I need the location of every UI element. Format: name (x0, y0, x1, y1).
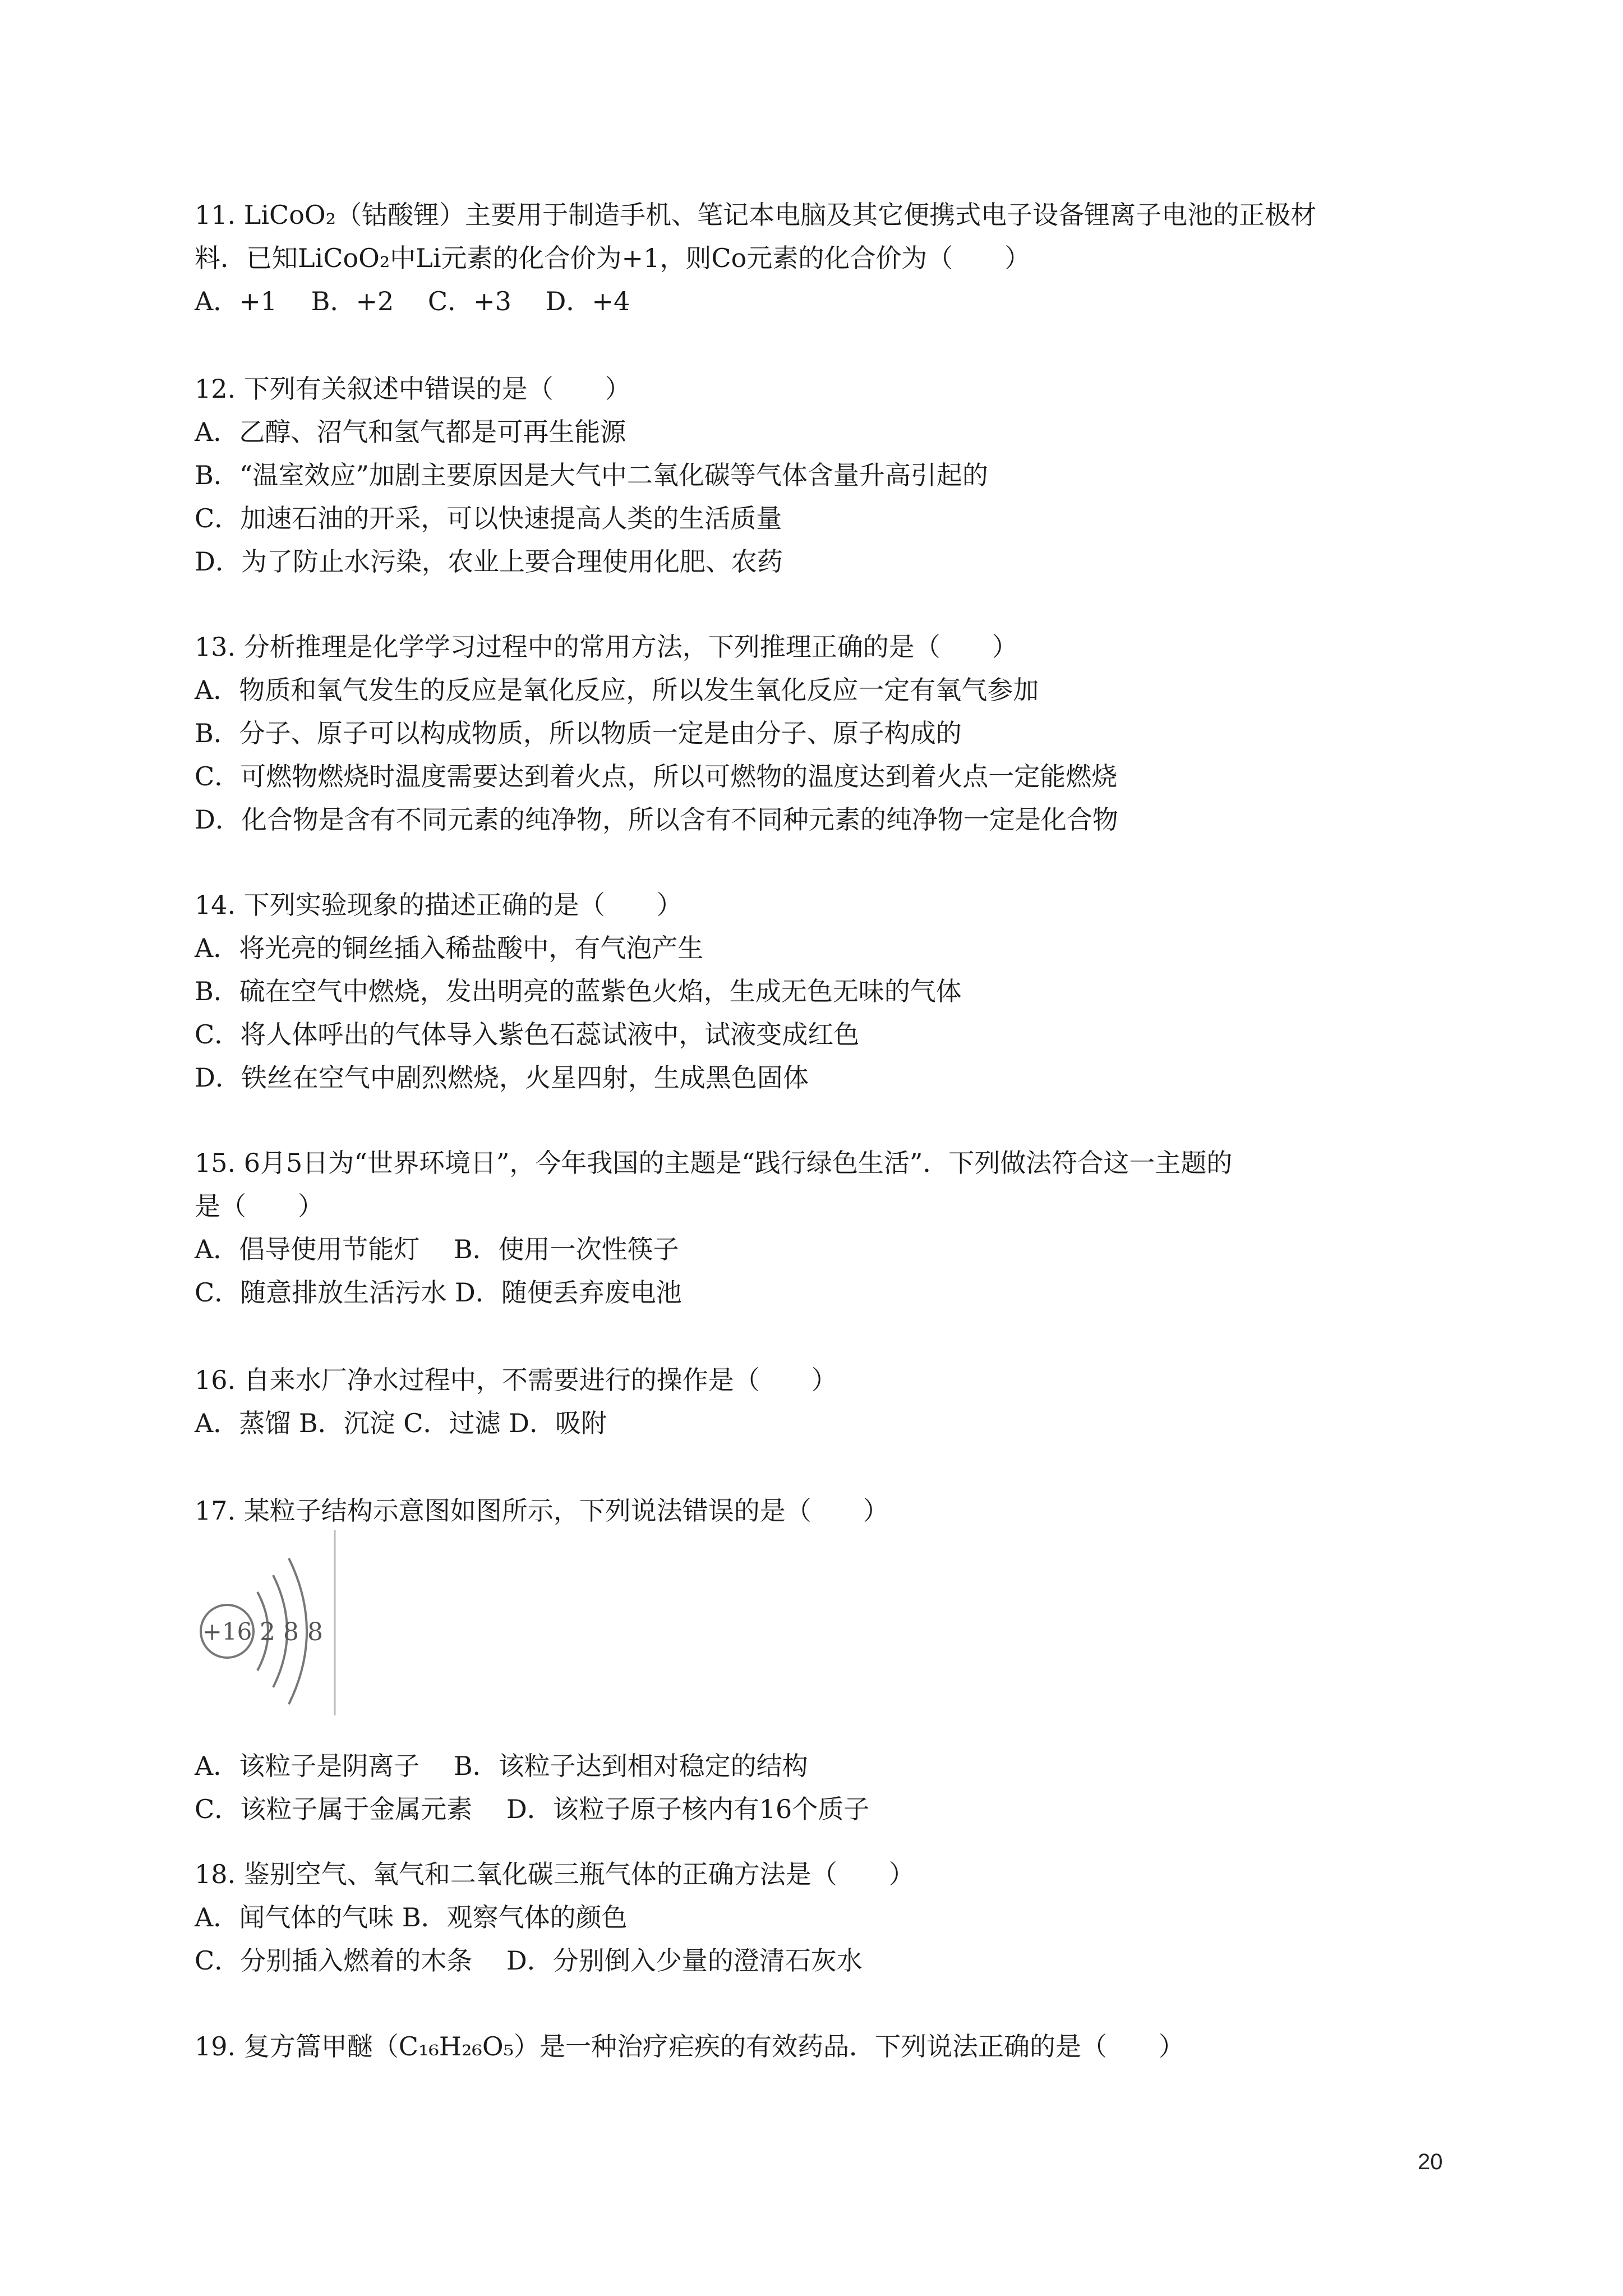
option-line: B．硫在空气中燃烧，发出明亮的蓝紫色火焰，生成无色无味的气体 (195, 976, 962, 1006)
shell-3-electron-count: 8 (307, 1618, 323, 1646)
option-line: C．加速石油的开采，可以快速提高人类的生活质量 (195, 503, 782, 533)
question-17 (195, 1489, 1456, 1533)
question-19 (195, 2025, 1456, 2068)
question-stem-line: 18. 鉴别空气、氧气和二氧化碳三瓶气体的正确方法是（ ） (195, 1859, 915, 1889)
question-stem-line: 料．已知LiCoO₂中Li元素的化合价为+1，则Co元素的化合价为（ ） (195, 243, 1031, 273)
question-number: 12. (195, 374, 236, 404)
option-line: D．为了防止水污染，农业上要合理使用化肥、农药 (195, 546, 783, 577)
option-line: C．可燃物燃烧时温度需要达到着火点，所以可燃物的温度达到着火点一定能燃烧 (195, 761, 1118, 792)
question-stem-line: 11. LiCoO₂（钴酸锂）主要用于制造手机、笔记本电脑及其它便携式电子设备锂离子电池的正极材 (195, 200, 1317, 230)
question-number: 11. (195, 200, 236, 230)
question-stem-line: 12. 下列有关叙述中错误的是（ ） (195, 374, 631, 404)
question-12 (195, 367, 1456, 583)
option-line: A．将光亮的铜丝插入稀盐酸中，有气泡产生 (195, 933, 704, 963)
option-line: D．铁丝在空气中剧烈燃烧，火星四射，生成黑色固体 (195, 1062, 809, 1093)
option-line: C．分别插入燃着的木条 D．分别倒入少量的澄清石灰水 (195, 1945, 863, 1976)
question-stem-line: 14. 下列实验现象的描述正确的是（ ） (195, 890, 683, 920)
question-stem-line: 19. 复方篙甲醚（C₁₆H₂₆O₅）是一种治疗疟疾的有效药品．下列说法正确的是（ ） (195, 2031, 1185, 2062)
question-14 (195, 884, 1456, 1099)
question-stem-line: 是（ ） (195, 1191, 324, 1221)
option-line: A．蒸馏 B．沉淀 C．过滤 D．吸附 (195, 1408, 607, 1438)
option-line: B．分子、原子可以构成物质，所以物质一定是由分子、原子构成的 (195, 718, 962, 748)
question-stem-line: 17. 某粒子结构示意图如图所示，下列说法错误的是（ ） (195, 1496, 889, 1526)
question-stem-line: 15. 6月5日为“世界环境日”，今年我国的主题是“践行绿色生活”．下列做法符合这一主题的 (195, 1148, 1233, 1178)
shell-2-electron-count: 8 (283, 1618, 299, 1646)
question-18 (195, 1853, 1456, 1982)
question-number: 15. (195, 1148, 236, 1178)
option-line: A．该粒子是阴离子 B．该粒子达到相对稳定的结构 (195, 1751, 808, 1781)
option-line: A．乙醇、沼气和氢气都是可再生能源 (195, 417, 626, 447)
option-line: A．物质和氧气发生的反应是氧化反应，所以发生氧化反应一定有氧气参加 (195, 675, 1039, 705)
question-17-options (195, 1745, 1456, 1831)
option-line: C．将人体呼出的气体导入紫色石蕊试液中，试液变成红色 (195, 1019, 860, 1050)
shell-1-electron-count: 2 (260, 1618, 275, 1646)
option-line: D．化合物是含有不同元素的纯净物，所以含有不同种元素的纯净物一定是化合物 (195, 804, 1118, 835)
question-number: 16. (195, 1365, 236, 1395)
question-15 (195, 1142, 1456, 1314)
question-stem-line: 13. 分析推理是化学学习过程中的常用方法，下列推理正确的是（ ） (195, 632, 1018, 662)
question-number: 14. (195, 890, 236, 920)
question-13 (195, 625, 1456, 841)
question-16 (195, 1359, 1456, 1445)
question-number: 17. (195, 1496, 236, 1526)
option-line: C．随意排放生活污水 D．随便丢弃废电池 (195, 1277, 682, 1308)
option-line: A．倡导使用节能灯 B．使用一次性筷子 (195, 1234, 679, 1264)
question-stem-line: 16. 自来水厂净水过程中，不需要进行的操作是（ ） (195, 1365, 837, 1395)
question-11 (195, 194, 1456, 323)
option-line: B．“温室效应”加剧主要原因是大气中二氧化碳等气体含量升高引起的 (195, 460, 988, 490)
question-number: 19. (195, 2031, 236, 2062)
particle-structure-diagram (195, 1530, 338, 1715)
question-number: 13. (195, 632, 236, 662)
page-number: 20 (1418, 2150, 1443, 2174)
option-line: A．+1 B．+2 C．+3 D．+4 (195, 286, 630, 316)
option-line: C．该粒子属于金属元素 D．该粒子原子核内有16个质子 (195, 1794, 870, 1824)
question-number: 18. (195, 1859, 236, 1889)
nucleus-charge-label: +16 (202, 1618, 252, 1645)
option-line: A．闻气体的气味 B．观察气体的颜色 (195, 1902, 628, 1932)
